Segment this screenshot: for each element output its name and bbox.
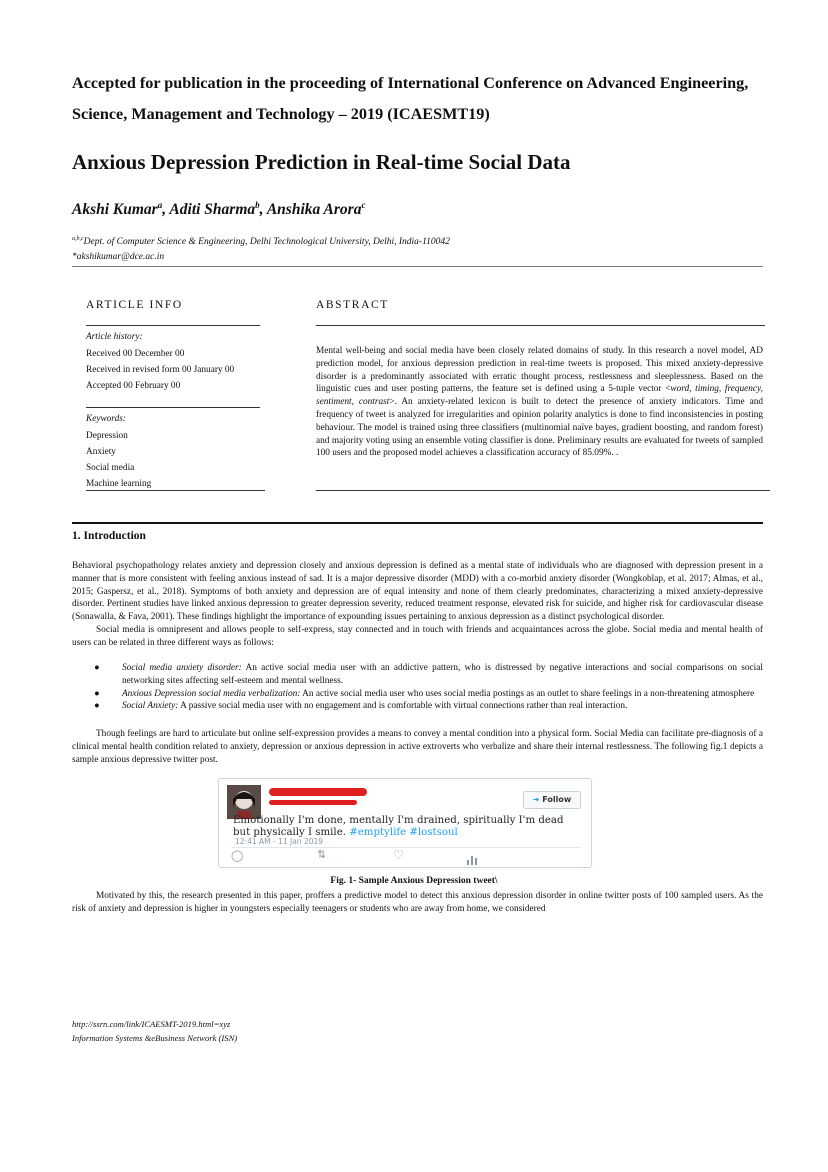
history-item: Received in revised form 00 January 00 [86, 365, 235, 375]
intro-paragraph: Social media is omnipresent and allows people to self-express, stay connected and in touch with friends and acquaintances across the globe. Social media and mental health of users can be related in three different ways as follows: [72, 624, 763, 648]
author-sup: a [157, 200, 163, 210]
abstract-heading: ABSTRACT [316, 299, 389, 311]
footer-network: Information Systems &eBusiness Network (ISN) [72, 1033, 238, 1043]
tweet-divider [231, 847, 581, 848]
intro-paragraph: Motivated by this, the research presented in this paper, proffers a predictive model to detect this anxious depression disorder in online twitter posts of 100 sampled users. As the risk of anxiety and depression is higher in youngsters especially teenagers or students who are away from home, we considered [72, 891, 763, 914]
analytics-icon[interactable] [467, 850, 478, 860]
author-list: Akshi Kumar$^a$, Aditi Sharma$^b$, Anshika Arora$^c$ [72, 200, 366, 219]
author-name: Anshika Arora [266, 201, 362, 219]
abstract-end-rule [316, 490, 770, 491]
keyword-item: Machine learning [86, 479, 152, 489]
bullet-icon: ● [94, 663, 100, 673]
affiliation [72, 236, 450, 247]
keywords-list [86, 428, 151, 492]
introduction-heading: 1. Introduction [72, 530, 146, 542]
author-sup: b [255, 200, 260, 210]
avatar [227, 785, 261, 819]
history-label: Article history: [86, 332, 143, 342]
keyword-item: Anxiety [86, 447, 116, 457]
section-separator [72, 522, 763, 524]
reply-icon[interactable]: ◯ [231, 849, 244, 862]
tweet-text: Emotionally I'm done, mentally I'm drained, spiritually I'm dead but physically I smile. #emptylife #lostsoul [233, 815, 564, 838]
article-info-end-rule [86, 490, 265, 491]
list-item: ● Social Anxiety: A passive social media user with no engagement and is comfortable with virtual connections rather than real interaction. [94, 701, 628, 712]
bullet-list [94, 662, 763, 713]
keyword-item: Social media [86, 463, 135, 473]
affiliation-text: Dept. of Computer Science & Engineering, Delhi Technological University, Delhi, India-110042 [83, 237, 450, 248]
retweet-icon[interactable]: ⇅ [317, 848, 327, 861]
history-item: Received 00 December 00 [86, 349, 185, 359]
paper-title: Anxious Depression Prediction in Real-time Social Data [72, 150, 571, 174]
figure-caption: Fig. 1- Sample Anxious Depression tweet\ [330, 876, 498, 886]
author-name: Akshi Kumar [72, 201, 158, 219]
bullet-icon: ● [94, 701, 100, 712]
list-item: ● Anxious Depression social media verbalization: An active social media user who uses social media postings as an outlet to share feelings in a non-threatening atmosphere [94, 688, 755, 699]
author-name: Aditi Sharma [169, 201, 256, 219]
redacted-username [269, 788, 367, 796]
tweet-timestamp: 12:41 AM - 11 Jan 2019 [235, 837, 324, 846]
follow-button[interactable]: ➜ Follow [523, 791, 581, 809]
footer-url[interactable]: http://ssrn.com/link/ICAESMT-2019.html=xyz [72, 1019, 231, 1029]
intro-body [72, 560, 763, 650]
list-item: ● Social media anxiety disorder: An active social media user with an addictive pattern, who is distressed by negative interactions and social comparisons on social networking sites affecting self-esteem and mental wellness. [94, 663, 763, 686]
abstract-text: Mental well-being and social media have been closely related domains of study. In this research a novel model, AD prediction model, for anxious depression prediction in real-time tweets is proposed. This mixed anxiety-depressive disorder is a predominantly associated with erratic thought process, restlessness and sleeplessness. Based on the linguistic cues and user posting patterns, the feature set is defined using a 5-tuple vector <word, timing, frequency, sentiment, contrast>. An anxiety-related lexicon is built to detect the presence of anxiety indicators. Time and frequency of tweet is analyzed for irregularities and opinion polarity analytics is done to find inconsistencies in posting behaviour. The model is trained using three classifiers (multinomial naïve bayes, gradient boosting, and random forest) and majority voting using an ensemble voting classifier is done. Preliminary results are evaluated for tweets of sampled 100 users and the proposed model achieves a classification accuracy of 85.09%. . [316, 346, 763, 459]
author-sup: c [361, 200, 366, 210]
history-item: Accepted 00 February 00 [86, 381, 181, 391]
affiliation-sup: a,b,c [72, 236, 84, 242]
intro-paragraph: Behavioral psychopathology relates anxiety and depression closely and anxious depression is defined as a mental state of individuals who are diagnosed with depression present in a manner that is more consistent with feeling anxious instead of sad. It is a major depressive disorder (MDD) with a co-morbid anxiety disorder (Wongkoblap, et al. 2017; Almas, et al., 2015; Gaspersz, et al., 2018). Symptoms of both anxiety and depression are of equal intensity and none of them clearly predominates, characterizing a mixed anxiety-depressive disorder. Pertinent studies have linked anxious depression to greater depression severity, reduced treatment response, elevated risk for suicide, and higher risk for cardiovascular disease (Sonawalla, & Fava, 2001). These findings highlight the importance of expounding issues pertaining to anxious depression as a distinct psychological disorder. [72, 561, 763, 623]
conference-banner: Accepted for publication in the proceeding of International Conference on Advanced Engineering, Science, Management and Technology – 2019 (ICAESMT19) [72, 74, 749, 123]
keywords-divider [86, 407, 260, 408]
abstract-divider [316, 325, 765, 326]
like-icon[interactable]: ♡ [393, 848, 404, 862]
keywords-label: Keywords: [86, 414, 126, 424]
intro-paragraph: Though feelings are hard to articulate but online self-expression provides a means to convey a mental condition into a physical form. Social Media can facilitate pre-diagnosis of a clinical mental health condition related to anxiety, depression or anxious depression in active extroverts who verbalize and share their internal restlessness. The following fig.1 depicts a sample anxious depressive twitter post. [72, 729, 763, 765]
article-info-heading: ARTICLE INFO [86, 299, 183, 311]
header-divider [72, 266, 763, 267]
corresponding-email[interactable]: *akshikumar@dce.ac.in [72, 252, 165, 262]
article-info-divider [86, 325, 260, 326]
keyword-item: Depression [86, 431, 128, 441]
intro-body-final [72, 890, 763, 916]
tweet-hashtags[interactable]: #emptylife #lostsoul [349, 827, 458, 838]
bullet-icon: ● [94, 688, 100, 699]
twitter-bird-icon: ➜ [532, 795, 540, 804]
redacted-handle [269, 800, 357, 805]
history-list [86, 346, 234, 394]
intro-body-continued [72, 728, 763, 766]
sample-tweet-figure [218, 778, 592, 868]
